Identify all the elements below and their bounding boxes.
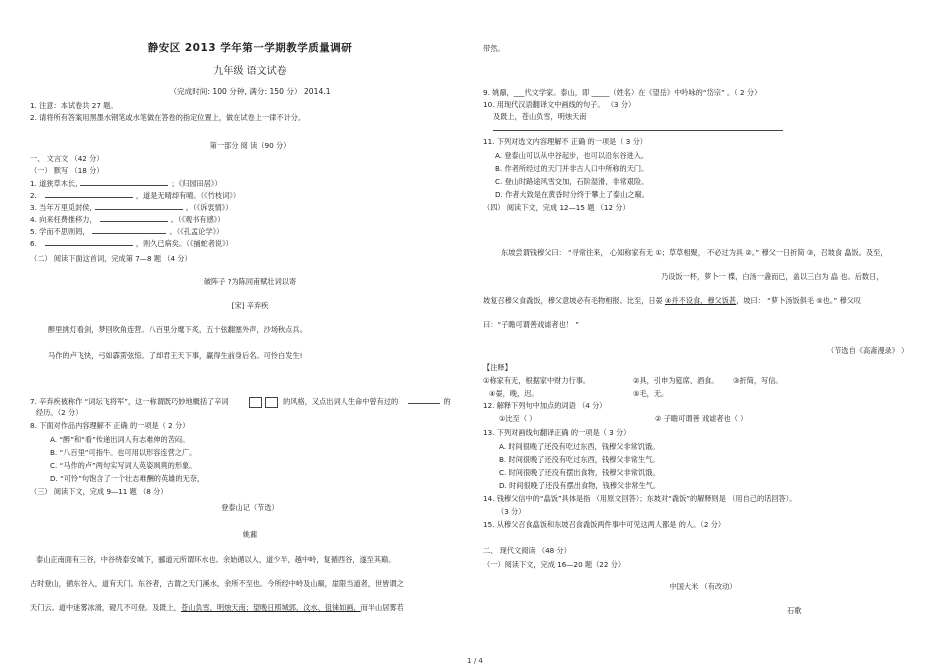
question-13: 13. 下列对画线句翻译正确 的一项是（ 3 分） bbox=[483, 428, 631, 437]
answer-blank[interactable] bbox=[100, 214, 168, 222]
notice-1: 1. 注意：本试卷共 27 题。 bbox=[30, 101, 118, 110]
poem-author: [宋] 辛弃疾 bbox=[231, 301, 269, 310]
option-a: A. “醉”和“看”传递出词人有志难伸的苦闷。 bbox=[50, 435, 190, 444]
answer-box[interactable] bbox=[249, 397, 262, 408]
option-b: B. 作者所经过的天门并非古人口中所称的天门。 bbox=[495, 164, 649, 173]
fill-item: 4. 向来枉费推移力， 。（《观书有感》） bbox=[30, 215, 225, 224]
fill-item: 5. 学而不思则罔， 。（《孔孟论学》） bbox=[30, 227, 224, 236]
note-item: ⑤毛，无。 bbox=[633, 389, 669, 398]
question-15: 15. 从穆父召食皛饭和东坡召食毳饭两件事中可见这两人都是 的人。（2 分） bbox=[483, 520, 726, 529]
text-line: 乃设饭一杯，萝卜一 楪，白汤一盏而已，盖以三白为 皛 也。后数日， bbox=[661, 272, 884, 281]
notes-heading: 【注释】 bbox=[483, 363, 512, 372]
text-line: 坡复召穆父食毳饭，穆父意坡必有毛物相报。比至，日晏 ④并不设食，穆父饭甚，坡曰： “萝卜汤饭俱毛 ⑤也。” 穆父叹 bbox=[483, 296, 862, 305]
answer-blank[interactable] bbox=[92, 226, 166, 234]
question-10-text: 及既上，苍山负雪，明烛天南 bbox=[493, 112, 587, 121]
part-heading: 第一部分 阅 读（90 分） bbox=[209, 141, 291, 150]
exam-title: 静安区 2013 学年第一学期教学质量调研 bbox=[147, 42, 353, 54]
prose-title: 登泰山记（节选） bbox=[221, 503, 279, 512]
note-item: ④晏，晚，迟。 bbox=[489, 389, 539, 398]
note-item: ①称家有无，根据家中财力行事。 bbox=[483, 376, 591, 385]
fill-item: 2. ，道是无晴却有晴。（《竹枝词》） bbox=[30, 191, 241, 200]
question-11: 11. 下列对选文内容理解不 正确 的一项是（ 3 分） bbox=[483, 137, 647, 146]
option-d: D. “可怜”句饱含了一个壮志难酬的英雄的无奈， bbox=[50, 474, 205, 483]
subsection-heading: （四） 阅读下文，完成 12—15 题 （12 分） bbox=[483, 203, 630, 212]
question-7: 7. 辛弃疾被称作 “词坛飞将军”，这一称谓既巧妙地概括了辛词 的风格，又点出词人生命中曾有过的 的 bbox=[30, 397, 451, 406]
option-d: D. 作者大致是在黄昏时分终于攀上了泰山之巅。 bbox=[495, 190, 649, 199]
question-12: 12. 解释下列句中加点的词语 （4 分） bbox=[483, 401, 607, 410]
question-7-cont: 经历。（2 分） bbox=[36, 408, 83, 417]
option-d: D. 时间很晚了还没有摆出食物，钱穆父非常生气。 bbox=[499, 481, 661, 490]
option-c: C. 登山时路途风雪交加，石阶湿滑，非常艰险。 bbox=[495, 177, 649, 186]
exam-subtitle: 九年级 语文试卷 bbox=[213, 66, 287, 77]
source-note: （节选自《高斋漫录》 ） bbox=[827, 346, 909, 355]
carry-over-text: 带然。 bbox=[483, 44, 505, 53]
poem-line: 马作的卢飞快，弓如霹雳弦惊。了却君王天下事，赢得生前身后名。可怜白发生! bbox=[48, 351, 303, 360]
question-8: 8. 下面对作品内容理解不 正确 的一项是（ 2 分） bbox=[30, 421, 190, 430]
subsection-heading: （一）阅读下文，完成 16—20 题（22 分） bbox=[483, 560, 626, 569]
prose-line: 泰山正南面有三谷，中谷绕泰安城下，郦道元所谓环水也。余始循以入，道少半，越中岭，复循西谷，遂至其巅。 bbox=[36, 555, 396, 564]
option-a: A. 登泰山可以从中谷起步，也可以沿东谷进入。 bbox=[495, 151, 649, 160]
prose-author: 姚鼐 bbox=[242, 530, 258, 539]
answer-line[interactable] bbox=[493, 130, 783, 131]
note-item: ③折简，写信。 bbox=[733, 376, 783, 385]
answer-box[interactable] bbox=[265, 397, 278, 408]
exam-info: （完成时间: 100 分钟, 满分: 150 分） 2014.1 bbox=[169, 87, 331, 96]
question-9: 9. 姚鼐，___代文学家。泰山，即 _____（姓名）在《望岳》中吟咏的“岱宗” 。（ 2 分） bbox=[483, 88, 762, 97]
question-10: 10. 用现代汉语翻译文中画线的句子。 （3 分） bbox=[483, 100, 636, 109]
option-c: C. 时间很晚了还没有摆出食物，钱穆父非常饥饿。 bbox=[499, 468, 660, 477]
question-14-score: （3 分） bbox=[497, 507, 526, 516]
option-a: A. 时间很晚了还没有吃过东西，钱穆父非常饥饿。 bbox=[499, 442, 660, 451]
prose-line: 古时登山，循东谷入，道有天门。东谷者，古谓之天门溪水，余所不至也。今所经中岭及山巅，崖限当道者，世皆谓之 bbox=[30, 579, 404, 588]
question-14: 14. 钱穆父信中的“皛饭”具体是指 （用原文回答）；东坡对“毳饭”的解释则是 （用自己的话回答）。 bbox=[483, 494, 797, 503]
page-number: 1 / 4 bbox=[467, 657, 483, 665]
q12-item[interactable]: ①比至（ ） bbox=[499, 414, 537, 423]
subsection-heading: （一） 默写 （18 分） bbox=[30, 166, 104, 175]
fill-item: 3. 当年万里觅封侯, 。（《诉衷情》） bbox=[30, 203, 233, 212]
fill-item: 1. 道狭草木长, ；《归园田居》） bbox=[30, 179, 222, 188]
fill-item: 6. ，则久已病矣。（《捕蛇者说》） bbox=[30, 239, 233, 248]
prose-line: 天门云。道中迷雾冰滑，磴几不可登。及既上，苍山负雪，明烛天南；望晚日照城郭，汶水、徂徕如画，而半山居雾若 bbox=[30, 603, 404, 612]
answer-blank[interactable] bbox=[408, 396, 440, 404]
section-heading: 一、 文言文 （42 分） bbox=[30, 154, 104, 163]
section-heading: 二、 现代文阅读 （48 分） bbox=[483, 546, 571, 555]
note-item: ②具，引申为筵席、酒食。 bbox=[633, 376, 719, 385]
option-c: C. “马作的卢”两句实写词人英姿飒爽的形象。 bbox=[50, 461, 197, 470]
subsection-heading: （三） 阅读下文，完成 9—11 题 （8 分） bbox=[30, 487, 168, 496]
article-title: 中国大米 （有改动） bbox=[669, 582, 737, 591]
text-line: 曰：“子瞻可谓善戏谑者也！ ” bbox=[483, 320, 579, 329]
answer-blank[interactable] bbox=[95, 202, 183, 210]
subsection-heading: （二） 阅读下面这首词，完成第 7—8 题 （4 分） bbox=[30, 254, 192, 263]
notice-2: 2. 请将所有答案用黑墨水钢笔或水笔做在答卷的指定位置上，做在试卷上一律不计分。 bbox=[30, 113, 306, 122]
poem-title: 破阵子 ?为陈同甫赋壮词以寄 bbox=[203, 277, 297, 286]
answer-blank[interactable] bbox=[45, 238, 133, 246]
option-b: B. 时间很晚了还没有吃过东西，钱穆父非常生气。 bbox=[499, 455, 660, 464]
article-author: 石歌 bbox=[787, 606, 802, 615]
poem-line: 醉里挑灯看剑，梦回吹角连营。八百里分麾下炙，五十弦翻塞外声，沙场秋点兵。 bbox=[48, 325, 307, 334]
answer-blank[interactable] bbox=[45, 190, 133, 198]
q12-item[interactable]: ② 子瞻可谓善 戏谑者也（ ） bbox=[655, 414, 748, 423]
option-b: B. “八百里”可指牛。也可用以形容连营之广。 bbox=[50, 448, 197, 457]
answer-blank[interactable] bbox=[80, 178, 168, 186]
text-line: 东坡尝谓钱穆父曰： “寻常往来， 心知称家有无 ①；草草相聚， 不必过为具 ②。” 穆父一日折简 ③，召坡食 皛饭。及至， bbox=[501, 248, 888, 257]
